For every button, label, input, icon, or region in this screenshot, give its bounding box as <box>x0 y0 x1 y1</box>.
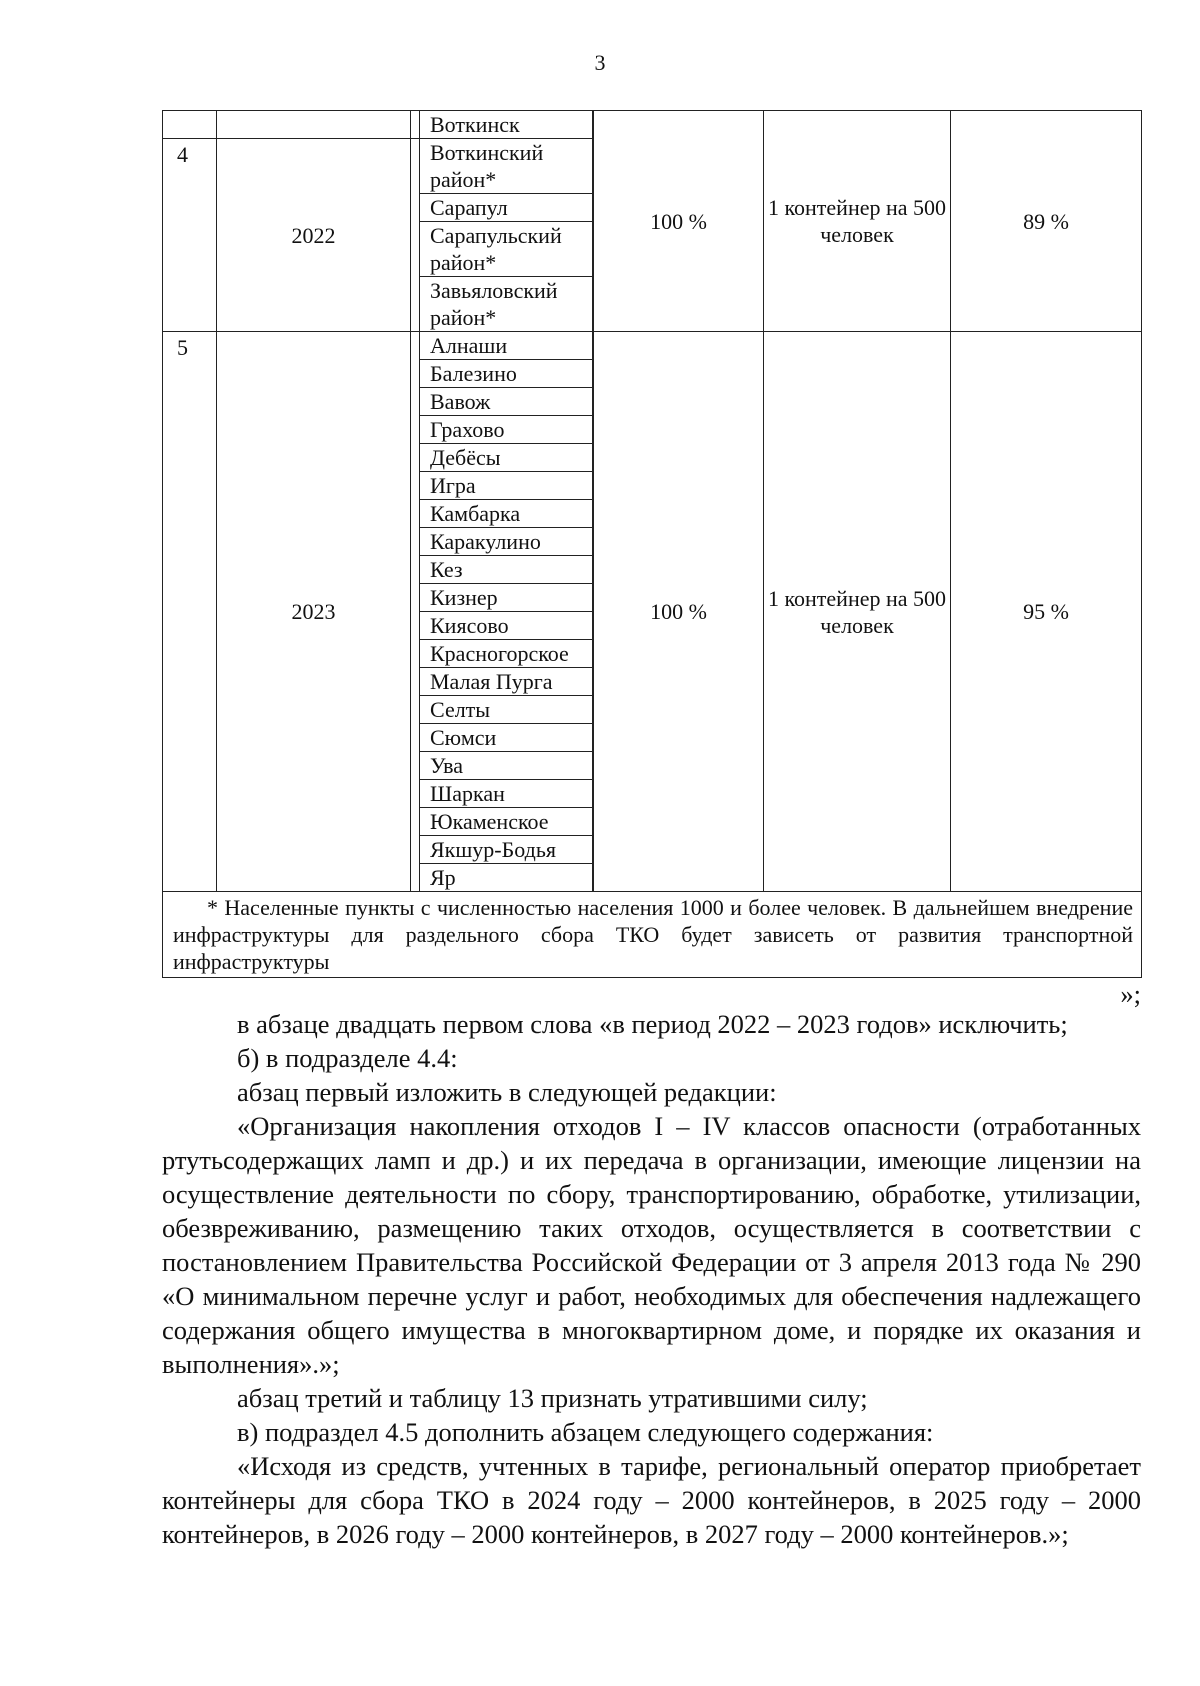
paragraph: в) подраздел 4.5 дополнить абзацем следующего содержания: <box>237 1417 934 1447</box>
settlement-item: Дебёсы <box>420 444 592 472</box>
settlement-item: Воткинский район* <box>420 139 592 194</box>
settlement-item: Сарапульский район* <box>420 222 592 277</box>
settlement-item: Ува <box>420 752 592 780</box>
settlement-item: Грахово <box>420 416 592 444</box>
settlement-item: Кизнер <box>420 584 592 612</box>
paragraph: абзац первый изложить в следующей редакции: <box>237 1077 777 1107</box>
settlement-item: Алнаши <box>420 332 592 360</box>
settlement-item: Шаркан <box>420 780 592 808</box>
footnote-row <box>163 892 1142 978</box>
paragraph: в абзаце двадцать первом слова «в период 2022 – 2023 годов» исключить; <box>237 1009 1068 1039</box>
settlement-item: Яр <box>430 865 456 890</box>
settlements-table <box>162 110 1142 978</box>
settlement-item: Каракулино <box>420 528 592 556</box>
settlement-item: Вавож <box>420 388 592 416</box>
rate-cell: 95 % <box>951 332 1142 892</box>
settlement-item: Балезино <box>420 360 592 388</box>
row-number <box>163 111 217 139</box>
settlement-item: Сарапул <box>420 194 592 222</box>
container-norm-cell: 1 контейнер на 500 человек <box>764 111 951 332</box>
row-number: 5 <box>163 332 217 892</box>
closing-quote: »; <box>1120 979 1141 1009</box>
settlement-item: Селты <box>420 696 592 724</box>
coverage-cell: 100 % <box>594 332 764 892</box>
settlement-item: Игра <box>420 472 592 500</box>
settlement-item: Камбарка <box>420 500 592 528</box>
coverage-cell: 100 % <box>594 111 764 332</box>
paragraph: «Организация накопления отходов I – IV классов опасности (отработанных ртутьсодержащих ламп и др.) и их передача в организации, имеющие лицензии на осуществление деятельности по сбору, транспортированию, обработке, утилизации, обезвреживанию, размещению таких отходов, осуществляется в соответствии с постановлением Правительства Российской Федерации от 3 апреля 2013 года № 290 «О минимальном перечне услуг и работ, необходимых для обеспечения надлежащего содержания общего имущества в многоквартирном доме, и порядке их оказания и выполнения».»; <box>162 1111 1141 1379</box>
settlement-item: Сюмси <box>420 724 592 752</box>
settlement-item: Киясово <box>420 612 592 640</box>
settlement-item: Малая Пурга <box>420 668 592 696</box>
settlements-cell <box>411 332 594 892</box>
settlement-item: Юкаменское <box>420 808 592 836</box>
amendment-text <box>162 979 1141 1551</box>
settlement-item: Воткинск <box>430 112 520 137</box>
settlements-cell <box>411 139 594 332</box>
row-year <box>217 111 411 139</box>
page-number: 3 <box>594 50 606 75</box>
paragraph: абзац третий и таблицу 13 признать утратившими силу; <box>237 1383 868 1413</box>
table-row <box>163 111 1142 139</box>
settlements-cell <box>411 111 594 139</box>
row-year: 2022 <box>217 139 411 332</box>
container-norm-cell: 1 контейнер на 500 человек <box>764 332 951 892</box>
settlement-item: Красногорское <box>420 640 592 668</box>
paragraph: «Исходя из средств, учтенных в тарифе, региональный оператор приобретает контейнеры для сбора ТКО в 2024 году – 2000 контейнеров, в 2025 году – 2000 контейнеров, в 2026 году – 2000 контейнеров, в 2027 году – 2000 контейнеров.»; <box>162 1451 1141 1549</box>
settlement-item: Завьяловский район* <box>430 278 558 330</box>
settlement-item: Кез <box>420 556 592 584</box>
table-footnote: * Населенные пункты с численностью населения 1000 и более человек. В дальнейшем внедрение инфраструктуры для раздельного сбора ТКО будет зависеть от развития транспортной инфраструктуры <box>163 892 1142 978</box>
table-row <box>163 332 1142 892</box>
row-year: 2023 <box>217 332 411 892</box>
paragraph: б) в подразделе 4.4: <box>237 1043 458 1073</box>
row-number: 4 <box>163 139 217 332</box>
settlement-item: Якшур-Бодья <box>420 836 592 864</box>
rate-cell: 89 % <box>951 111 1142 332</box>
